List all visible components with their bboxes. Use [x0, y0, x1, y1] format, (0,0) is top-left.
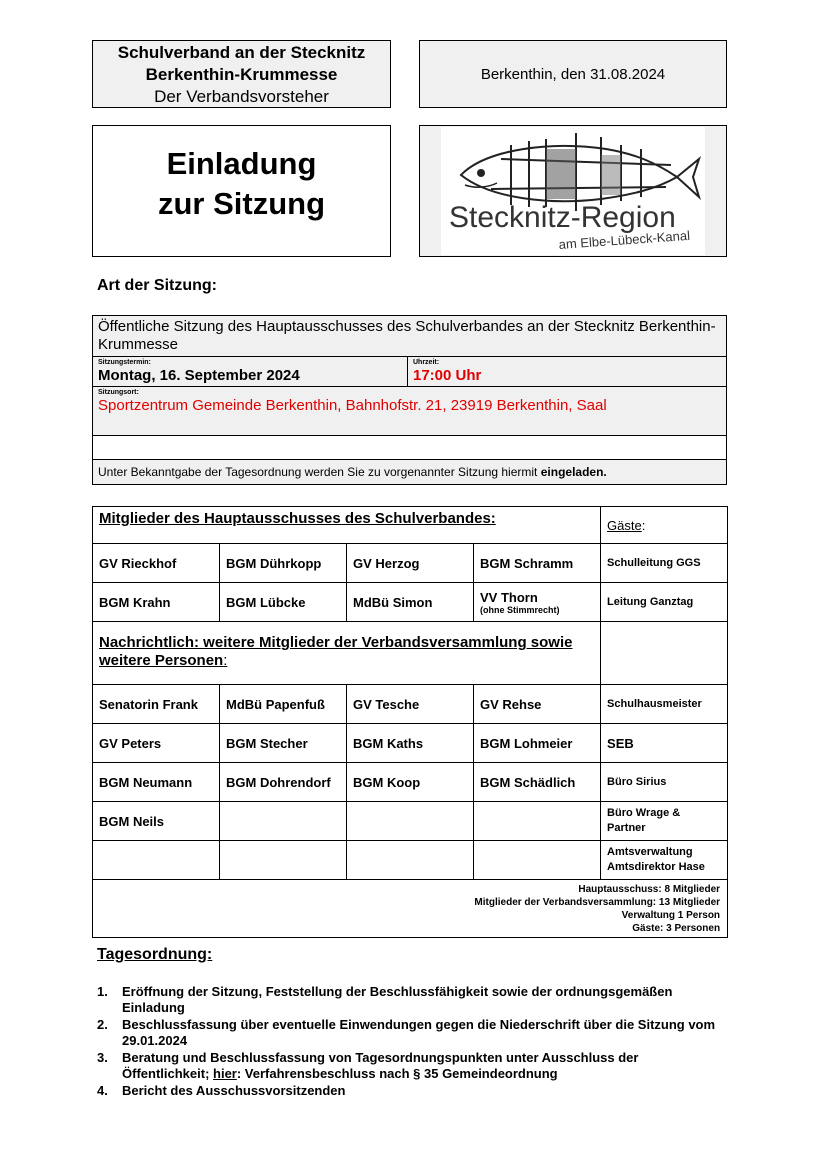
logo-box [419, 125, 727, 257]
agenda-text [122, 1050, 727, 1082]
organization-box [92, 40, 391, 108]
stecknitz-region-logo [441, 127, 705, 255]
time-cell [408, 357, 727, 387]
agenda-text: Eröffnung der Sitzung, Feststellung der Beschlussfähigkeit sowie der ordnungsgemäßen Einladung [122, 984, 673, 1015]
member-cell: BGM Koop [347, 763, 474, 802]
member-cell: BGM Stecher [220, 724, 347, 763]
member-cell: MdBü Simon [347, 583, 474, 622]
member-cell: BGM Kaths [347, 724, 474, 763]
info-heading: Nachrichtlich: weitere Mitglieder der Verbandsversammlung sowie weitere Personen [99, 634, 573, 669]
agenda-number: 4. [97, 1083, 108, 1098]
agenda-title: Tagesordnung: [97, 946, 213, 963]
member-cell-thorn [474, 583, 601, 622]
agenda-item [97, 984, 727, 1016]
meeting-time: 17:00 Uhr [413, 367, 482, 384]
member-cell: GV Herzog [347, 544, 474, 583]
guests-colon: : [641, 517, 646, 533]
member-cell: BGM Krahn [93, 583, 220, 622]
title-box [92, 125, 391, 257]
member-row [93, 841, 728, 880]
place-date-box [419, 40, 727, 108]
member-row [93, 544, 728, 583]
member-cell: BGM Neils [93, 802, 220, 841]
member-row [93, 583, 728, 622]
time-label: Uhrzeit: [413, 359, 440, 366]
member-cell: GV Rehse [474, 685, 601, 724]
member-cell: BGM Dohrendorf [220, 763, 347, 802]
agenda-number: 1. [97, 984, 108, 999]
guest-cell: Büro Wrage & Partner [601, 802, 728, 841]
org-name: Schulverband an der Stecknitz [117, 43, 366, 62]
date-cell [93, 357, 408, 387]
title-line2: zur Sitzung [157, 186, 326, 221]
guests-heading-cell [601, 507, 728, 544]
logo-subtext: am Elbe-Lübeck-Kanal [558, 227, 691, 252]
logo-text: Stecknitz-Region [449, 201, 676, 234]
total-line: Verwaltung 1 Person [621, 910, 721, 921]
member-cell: GV Peters [93, 724, 220, 763]
member-cell: BGM Neumann [93, 763, 220, 802]
member-cell [347, 841, 474, 880]
agenda-text: Bericht des Ausschussvorsitzenden [122, 1083, 346, 1098]
member-cell [220, 841, 347, 880]
agenda-number: 2. [97, 1017, 108, 1032]
meeting-type-cell [93, 316, 727, 357]
member-cell: BGM Lohmeier [474, 724, 601, 763]
total-line: Gäste: 3 Personen [632, 923, 721, 934]
member-row [93, 685, 728, 724]
member-name: VV Thorn [480, 589, 538, 605]
fish-logo-icon [441, 127, 705, 255]
guest-cell: Schulhausmeister [601, 685, 728, 724]
agenda-text-underlined: hier [213, 1066, 237, 1081]
place-label: Sitzungsort: [98, 389, 139, 396]
member-row [93, 763, 728, 802]
empty-guest-cell [601, 622, 728, 685]
member-cell: BGM Schramm [474, 544, 601, 583]
agenda-item [97, 1050, 727, 1082]
agenda-text-a: Beratung und Beschlussfassung von Tagesordnungspunkten unter Ausschluss der Öffentlichkeit; [122, 1050, 639, 1081]
total-line: Mitglieder der Verbandsversammlung: 13 Mitglieder [474, 897, 721, 908]
meeting-place: Sportzentrum Gemeinde Berkenthin, Bahnhofstr. 21, 23919 Berkenthin, Saal [98, 397, 607, 414]
section-label-art: Art der Sitzung: [97, 277, 217, 294]
notice-text: Unter Bekanntgabe der Tagesordnung werden Sie zu vorgenannter Sitzung hiermit [98, 465, 541, 479]
notice-cell [93, 460, 727, 485]
agenda-text-b: : Verfahrensbeschluss nach § 35 Gemeindeordnung [236, 1066, 558, 1081]
place-date: Berkenthin, den 31.08.2024 [480, 66, 666, 83]
members-heading-cell [93, 507, 601, 544]
guest-cell: Schulleitung GGS [601, 544, 728, 583]
date-label: Sitzungstermin: [98, 359, 151, 366]
guests-heading: Gäste [607, 517, 642, 533]
member-cell: BGM Lübcke [220, 583, 347, 622]
member-cell [347, 802, 474, 841]
org-role: Der Verbandsvorsteher [154, 87, 329, 106]
member-cell [220, 802, 347, 841]
member-cell [93, 841, 220, 880]
member-cell: BGM Schädlich [474, 763, 601, 802]
member-note: (ohne Stimmrecht) [480, 604, 560, 615]
agenda-item [97, 1017, 727, 1049]
agenda-list [97, 984, 727, 1100]
info-colon: : [223, 652, 228, 669]
guest-cell: SEB [601, 724, 728, 763]
members-table [92, 506, 728, 938]
member-cell: MdBü Papenfuß [220, 685, 347, 724]
meeting-date: Montag, 16. September 2024 [98, 367, 300, 384]
guest-cell: Leitung Ganztag [601, 583, 728, 622]
org-location: Berkenthin-Krummesse [145, 65, 338, 84]
guest-cell: Amtsverwaltung Amtsdirektor Hase [601, 841, 728, 880]
agenda-number: 3. [97, 1050, 108, 1065]
member-cell: BGM Dührkopp [220, 544, 347, 583]
member-cell: GV Tesche [347, 685, 474, 724]
meeting-type: Öffentliche Sitzung des Hauptausschusses des Schulverbandes an der Stecknitz Berkenthin-Krummesse [98, 318, 716, 353]
totals-cell [93, 880, 728, 938]
member-row [93, 802, 728, 841]
empty-row [93, 436, 727, 460]
meeting-details-table [92, 315, 727, 485]
member-cell: GV Rieckhof [93, 544, 220, 583]
title-line1: Einladung [166, 146, 317, 181]
member-cell [474, 841, 601, 880]
agenda-text: Beschlussfassung über eventuelle Einwendungen gegen die Niederschrift über die Sitzung vom 29.01.2024 [122, 1017, 716, 1048]
guest-cell: Büro Sirius [601, 763, 728, 802]
info-heading-cell [93, 622, 601, 685]
member-cell [474, 802, 601, 841]
total-line: Hauptausschuss: 8 Mitglieder [578, 884, 721, 895]
member-row [93, 724, 728, 763]
member-cell: Senatorin Frank [93, 685, 220, 724]
agenda-item [97, 1083, 727, 1099]
members-heading: Mitglieder des Hauptausschusses des Schulverbandes: [99, 510, 496, 527]
place-cell [93, 387, 727, 436]
notice-bold: eingeladen. [540, 465, 607, 479]
